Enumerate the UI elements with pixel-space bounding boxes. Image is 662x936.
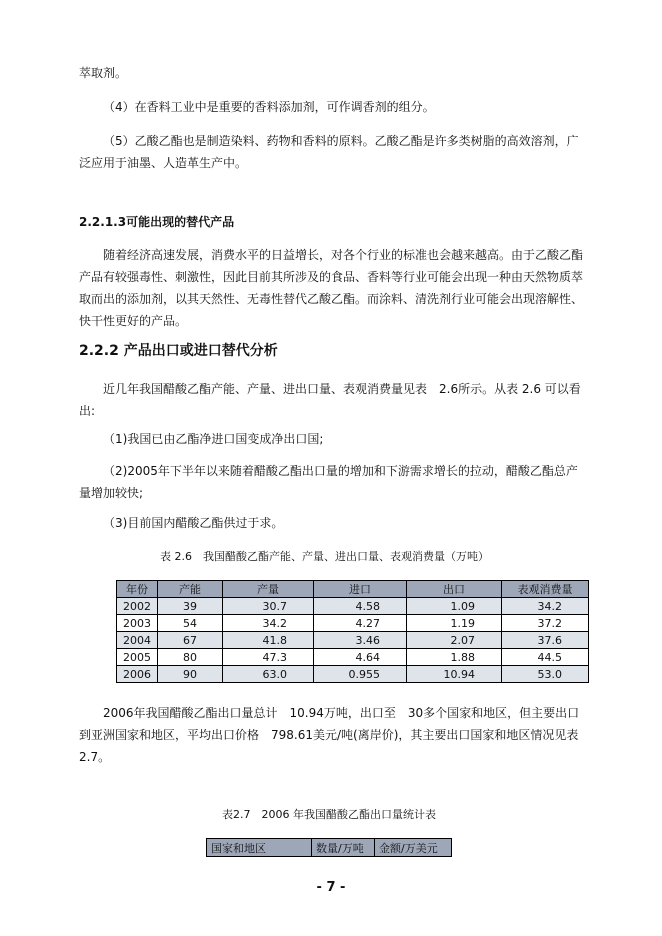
paragraph-point-1: （1)我国已由乙酯净进口国变成净出口国; xyxy=(103,432,324,446)
table-cell: 34.2 xyxy=(223,615,314,632)
table-cell: 0.955 xyxy=(314,666,407,683)
table-row xyxy=(117,666,589,683)
column-header: 出口 xyxy=(407,581,502,598)
table-cell: 37.2 xyxy=(502,615,589,632)
paragraph-point-3: （3)目前国内醋酸乙酯供过于求。 xyxy=(103,516,284,530)
table-cell: 80 xyxy=(158,649,223,666)
table-cell: 44.5 xyxy=(502,649,589,666)
table-cell: 4.64 xyxy=(314,649,407,666)
table-row xyxy=(117,615,589,632)
table-row xyxy=(117,649,589,666)
table-header-row xyxy=(207,839,452,857)
table-cell: 63.0 xyxy=(223,666,314,683)
paragraph-use-5: （5）乙酸乙酯也是制造染料、药物和香料的原料。乙酸乙酯是许多类树脂的高效溶剂，广泛应用于油墨、人造革生产中。 xyxy=(79,134,579,170)
table-caption: 表 2.6 我国醋酸乙酯产能、产量、进出口量、表观消费量（万吨） xyxy=(160,550,489,563)
section-heading: 2.2.2 产品出口或进口替代分析 xyxy=(79,343,278,359)
table-cell: 30.7 xyxy=(223,598,314,615)
table-cell: 53.0 xyxy=(502,666,589,683)
paragraph-substitutes: 随着经济高速发展，消费水平的日益增长，对各个行业的标准也会越来越高。由于乙酸乙酯产品有较强毒性、刺激性，因此目前其所涉及的食品、香料等行业可能会出现一种由天然物质萃取而出的添加剂，以其天然性、无毒性替代乙酸乙酯。而涂料、清洗剂行业可能会出现溶解性、快干性更好的产品。 xyxy=(79,248,584,328)
table-cell: 4.58 xyxy=(314,598,407,615)
table-cell: 2006 xyxy=(117,666,158,683)
page-number: - 7 - xyxy=(316,880,346,895)
table-row xyxy=(117,632,589,649)
paragraph-intro: 近几年我国醋酸乙酯产能、产量、进出口量、表观消费量见表 2.6所示。从表 2.6 可以看出: xyxy=(79,382,581,418)
table-cell: 1.88 xyxy=(407,649,502,666)
subsection-heading: 2.2.1.3可能出现的替代产品 xyxy=(79,215,235,229)
table-caption-2: 表2.7 2006 年我国醋酸乙酯出口量统计表 xyxy=(222,808,436,821)
table-cell: 1.09 xyxy=(407,598,502,615)
paragraph-continuation: 萃取剂。 xyxy=(79,66,128,80)
table-cell: 2004 xyxy=(117,632,158,649)
paragraph-point-2: （2)2005年下半年以来随着醋酸乙酯出口量的增加和下游需求增长的拉动，醋酸乙酯总产量增加较快; xyxy=(79,464,578,500)
column-header: 表观消费量 xyxy=(502,581,589,598)
table-cell: 67 xyxy=(158,632,223,649)
table-header-row xyxy=(117,581,589,598)
table-cell: 47.3 xyxy=(223,649,314,666)
column-header: 产能 xyxy=(158,581,223,598)
table-cell: 54 xyxy=(158,615,223,632)
column-header: 金额/万美元 xyxy=(375,839,452,857)
table-cell: 41.8 xyxy=(223,632,314,649)
table-cell: 2.07 xyxy=(407,632,502,649)
table-cell: 39 xyxy=(158,598,223,615)
table-cell: 10.94 xyxy=(407,666,502,683)
column-header: 进口 xyxy=(314,581,407,598)
table-row xyxy=(117,598,589,615)
paragraph-export: 2006年我国醋酸乙酯出口量总计 10.94万吨，出口至 30多个国家和地区，但主要出口到亚洲国家和地区，平均出口价格 798.61美元/吨(离岸价)，其主要出口国家和地区情况见表 2.7。 xyxy=(79,706,591,764)
table-cell: 3.46 xyxy=(314,632,407,649)
table-cell: 2002 xyxy=(117,598,158,615)
column-header: 产量 xyxy=(223,581,314,598)
column-header: 国家和地区 xyxy=(207,839,312,857)
table-cell: 90 xyxy=(158,666,223,683)
table-cell: 34.2 xyxy=(502,598,589,615)
table-cell: 4.27 xyxy=(314,615,407,632)
column-header: 年份 xyxy=(117,581,158,598)
export-table xyxy=(206,838,452,857)
table-cell: 1.19 xyxy=(407,615,502,632)
paragraph-use-4: （4）在香料工业中是重要的香料添加剂，可作调香剂的组分。 xyxy=(103,100,435,114)
production-table xyxy=(116,580,589,683)
table-cell: 2003 xyxy=(117,615,158,632)
column-header: 数量/万吨 xyxy=(312,839,375,857)
table-cell: 2005 xyxy=(117,649,158,666)
table-cell: 37.6 xyxy=(502,632,589,649)
